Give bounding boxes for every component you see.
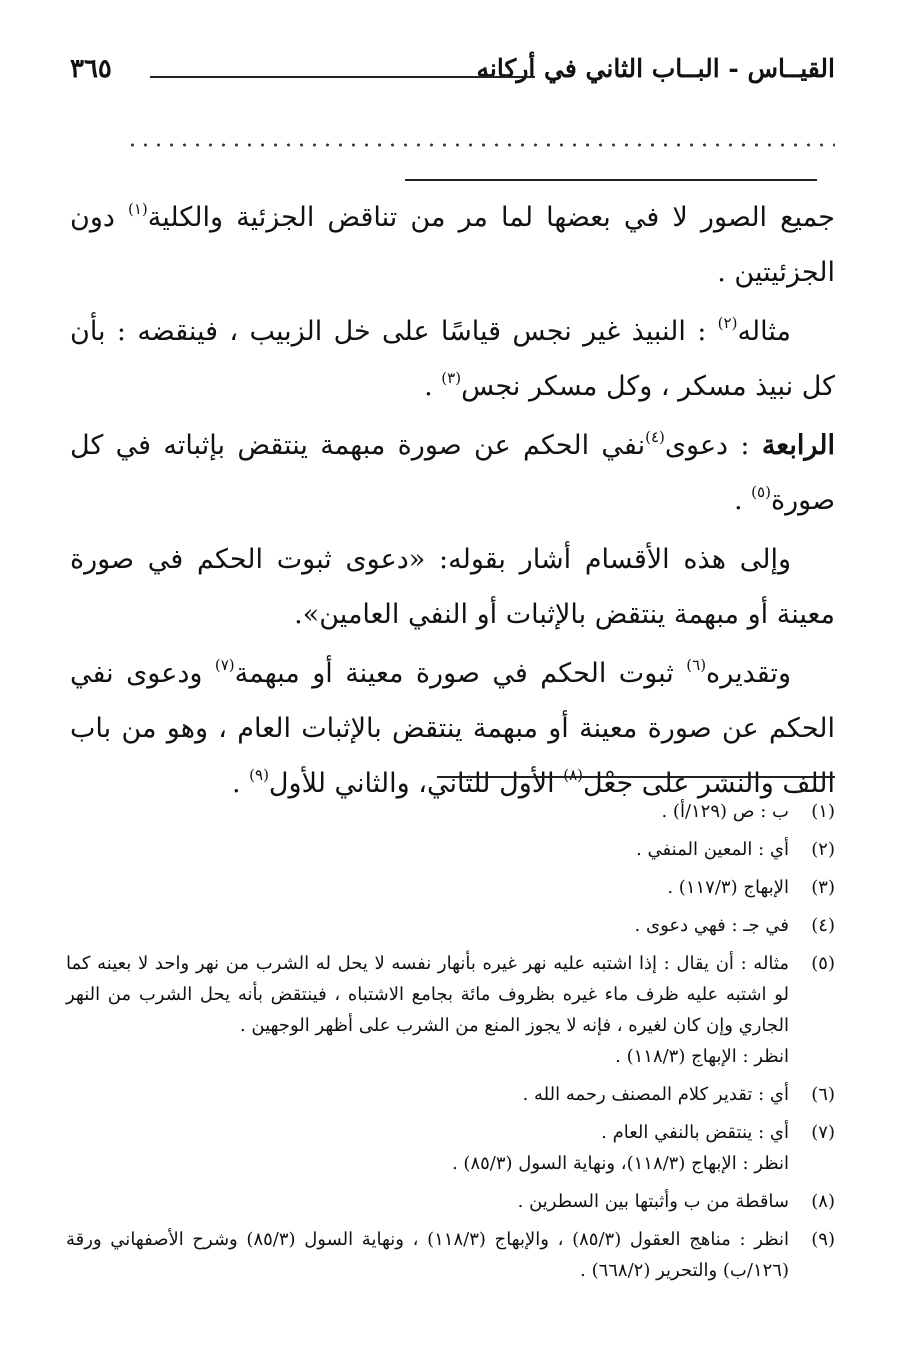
page-number: ٣٦٥	[70, 54, 112, 84]
footnote-number: (١)	[811, 801, 835, 822]
paragraph-5: وتقديره$^{(٦)}$ ثبوت الحكم في صورة معينة أو مبهمة$^{(٧)}$ ودعوى نفي الحكم عن صورة معينة أو مبهمة ينتقض بالإثبات العام ، وهو من باب اللف والنشر على جعْل$^{(٨)}$ الأول للثاني، والثاني للأول$^{(٩)}$ .	[70, 656, 835, 799]
footnote-ref-1[interactable]: (١)	[128, 200, 148, 218]
footnote-8	[66, 1186, 835, 1217]
footnote-ref-6[interactable]: (٦)	[686, 656, 707, 674]
footnote-4	[66, 910, 835, 941]
footnote-text: في جـ : فهي دعوى .	[634, 915, 789, 936]
footnote-ref-7[interactable]: (٧)	[214, 656, 235, 674]
footnote-extra: انظر : الإبهاج (١١٨/٣) .	[615, 1046, 789, 1067]
footnote-number: (٥)	[811, 953, 835, 974]
footnote-ref-4[interactable]: (٤)	[645, 428, 665, 446]
running-header	[70, 52, 835, 96]
footnote-ref-5[interactable]: (٥)	[751, 483, 771, 501]
footnote-3	[66, 872, 835, 903]
footnote-text: ساقطة من ب وأثبتها بين السطرين .	[517, 1191, 789, 1212]
footnote-number: (٧)	[811, 1122, 835, 1143]
footnote-5	[66, 948, 835, 1072]
footnote-1	[66, 796, 835, 827]
footnote-number: (٨)	[811, 1191, 835, 1212]
footnote-number: (٣)	[811, 877, 835, 898]
footnote-number: (٢)	[811, 839, 835, 860]
footnote-2	[66, 834, 835, 865]
footnote-ref-9[interactable]: (٩)	[249, 766, 269, 784]
footnotes	[66, 796, 835, 1293]
footnote-extra: انظر : الإبهاج (١١٨/٣)، ونهاية السول (٨٥/٣) .	[451, 1153, 789, 1174]
footnote-ref-3[interactable]: (٣)	[441, 369, 462, 387]
footnote-text: أي : المعين المنفي .	[636, 839, 789, 860]
footnote-text: انظر : مناهج العقول (٨٥/٣) ، والإبهاج (١١٨/٣) ، ونهاية السول (٨٥/٣) وشرح الأصفهاني ورقة (١٢٦/ب) والتحرير (٦٦٨/٢) .	[66, 1229, 789, 1281]
footnote-6	[66, 1079, 835, 1110]
footnote-text: ب : ص (١٢٩/أ) .	[661, 801, 789, 822]
paragraph-2: مثاله$^{(٢)}$ : النبيذ غير نجس قياسًا على خل الزبيب ، فينقضه : بأن كل نبيذ مسكر ، وكل مسكر نجس$^{(٣)}$ .	[70, 314, 835, 402]
section-heading-fourth: الرابعة	[761, 430, 835, 461]
footnote-9	[66, 1224, 835, 1286]
footnote-text: مثاله : أن يقال : إذا اشتبه عليه نهر غيره بأنهار نفسه لا يحل له الشرب من نهر واحد لا بعينه كما لو اشتبه عليه ظرف ماء غيره بظروف مائة بجامع الاشتباه ، فينتقض بأنه يحل الشرب من النهر الجاري وإن كان لغيره ، فإنه لا يجوز المنع من الشرب على أظهر الوجهين .	[66, 953, 789, 1036]
paragraph-1: جميع الصور لا في بعضها لما مر من تناقض الجزئية والكلية$^{(١)}$ دون الجزئيتين .	[70, 200, 835, 288]
footnote-number: (٦)	[811, 1084, 835, 1105]
paragraph-3: الرابعة : دعوى$^{(٤)}$نفي الحكم عن صورة مبهمة ينتقض بإثباته في كل صورة$^{(٥)}$ .	[70, 428, 835, 516]
footnote-ref-2[interactable]: (٢)	[717, 314, 738, 332]
footnote-text: أي : تقدير كلام المصنف رحمه الله .	[522, 1084, 789, 1105]
paragraph-4: وإلى هذه الأقسام أشار بقوله: «دعوى ثبوت الحكم في صورة معينة أو مبهمة ينتقض بالإثبات أو النفي العامين».	[70, 544, 835, 630]
footnote-7	[66, 1117, 835, 1179]
footnote-text: الإبهاج (١١٧/٣) .	[667, 877, 789, 898]
main-text	[70, 190, 835, 815]
header-rule	[150, 76, 535, 78]
header-title: القيــاس - البــاب الثاني في أركانه	[476, 54, 835, 83]
footnote-separator-rule	[437, 776, 835, 778]
footnote-number: (٩)	[811, 1229, 835, 1250]
footnote-ref-8[interactable]: (٨)	[563, 766, 584, 784]
footnote-text: أي : ينتقض بالنفي العام .	[601, 1122, 789, 1143]
top-separator-rule	[405, 179, 817, 181]
dotted-separator	[126, 142, 835, 148]
footnote-number: (٤)	[811, 915, 835, 936]
